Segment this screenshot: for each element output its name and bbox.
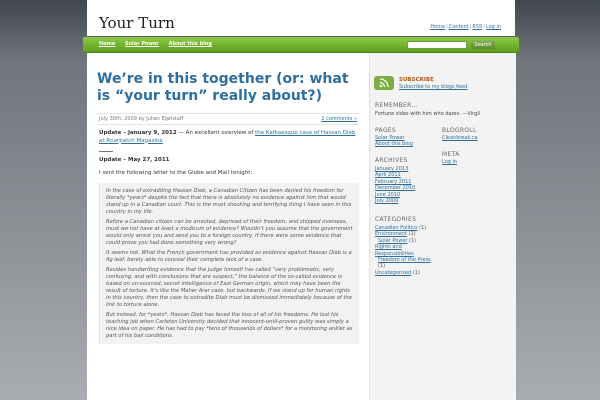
- header: [87, 0, 515, 36]
- post-date: July 30th, 2009 by Julian Egelstaff: [99, 116, 184, 122]
- remember-title: REMEMBER...: [375, 102, 418, 109]
- category-link[interactable]: Freedom of the Press: [378, 257, 431, 264]
- post-intro: I sent the following letter to the Globe and Mail tonight:: [99, 169, 253, 176]
- subscribe-link[interactable]: Subscribe to my blogs feed: [399, 84, 468, 90]
- list-item: [442, 135, 478, 141]
- category-link[interactable]: Canadian Politics: [375, 225, 418, 231]
- list-item: [375, 270, 435, 276]
- top-link-rss[interactable]: RSS: [472, 24, 483, 30]
- category-link[interactable]: Solar Power: [378, 237, 408, 244]
- archives-list: [375, 166, 415, 204]
- meta-list: [442, 159, 457, 165]
- quote-paragraph: Before a Canadian citizen can be arrested, deprived of their freedom, and shipped overseas, must we not have at least a modicum of evidence? Wouldn’t you assume that the government would only arrest you and send you to a foreign country, if there were some evidence that could prove you had done something very wrong?: [106, 219, 353, 246]
- update-may: [99, 157, 359, 165]
- list-item: [375, 244, 435, 257]
- search-button[interactable]: Search: [471, 40, 495, 49]
- top-link-login[interactable]: Log in: [485, 24, 501, 30]
- category-count: (1): [409, 237, 417, 244]
- update-label: Update – January 9, 2012: [99, 130, 177, 136]
- categories-title: CATEGORIES: [375, 216, 417, 223]
- site-title[interactable]: Your Turn: [99, 14, 175, 32]
- categories-list: [375, 225, 435, 276]
- rss-icon[interactable]: [374, 76, 394, 90]
- pages-title: PAGES: [375, 127, 396, 134]
- meta-title: META: [442, 151, 460, 158]
- blogroll-link[interactable]: Cleanbreak.ca: [442, 135, 478, 141]
- top-link-content[interactable]: Content: [448, 24, 469, 30]
- subscribe-title: SUBSCRIBE: [399, 77, 434, 83]
- nav-bar: [83, 37, 519, 53]
- separator: |: [446, 24, 448, 30]
- main-column: [97, 71, 359, 344]
- content-area: [87, 53, 515, 400]
- sidebar: [369, 53, 516, 400]
- update-text: — An excellent overview of: [176, 130, 256, 136]
- archive-link[interactable]: February 2011: [375, 178, 412, 185]
- nav-item-solar-power[interactable]: Solar Power: [124, 41, 159, 47]
- quote-paragraph: In the case of extraditing Hassan Diab, a Canadian Citizen has been denied his freedom for literally *years* despite the fact that there is absolutely no evidence against him that would stand up in a Canadian court. This is the most shocking and terrifying thing I have seen in this country in my life.: [106, 188, 352, 215]
- archive-link[interactable]: January 2013: [375, 166, 409, 172]
- top-link-home[interactable]: Home: [430, 24, 446, 30]
- archive-link[interactable]: April 2011: [375, 172, 401, 179]
- pages-list: [375, 135, 413, 148]
- page-link-solar-power[interactable]: Solar Power: [375, 135, 405, 141]
- category-link[interactable]: Rights and Responsibilities: [375, 244, 414, 257]
- list-item: [442, 159, 457, 165]
- rss-icon-glyph: [379, 78, 389, 88]
- post-title[interactable]: We’re in this together (or: what is “your turn” really about?): [97, 71, 349, 104]
- nav-links: [99, 41, 220, 47]
- update-january: [99, 130, 359, 145]
- quote-paragraph: Besides handwriting evidence that the judge himself has called “very problematic, very confusing, and with conclusions that are suspect,” the balance of the so-called evidence is based on un-sourced, secret intelligence of East German origin, which may have been the result of torture. It’s like the Maher Arar case, but backwards. If we stand up for human rights in this country, then the case to extradite Diab must be dismissed immediately because of the link to torture alone.: [106, 267, 352, 308]
- blockquote: [99, 183, 359, 344]
- archive-link[interactable]: June 2010: [375, 191, 401, 198]
- category-link[interactable]: Environment: [375, 231, 407, 238]
- remember-text: Fortune sides with him who dares. —Virgil: [375, 111, 480, 117]
- category-link[interactable]: Uncategorized: [375, 269, 412, 276]
- divider: [99, 151, 113, 152]
- quote-paragraph: It seems not. What the French government has provided as evidence against Hassan Diab is a fig leaf, barely able to conceal their complete lack of a case.: [106, 250, 352, 263]
- list-item: [375, 198, 415, 204]
- archive-link[interactable]: July 2009: [375, 198, 399, 205]
- top-links: [430, 24, 501, 30]
- separator: |: [483, 24, 485, 30]
- category-count: (1): [408, 231, 416, 238]
- page-link-about[interactable]: About this blog: [375, 141, 413, 148]
- nav-item-about[interactable]: About this blog: [168, 41, 212, 47]
- quote-paragraph: But instead, for *years*, Hassan Diab has faced the loss of all of his freedoms. He lost his teaching job when Carleton University decided that innocent-until-proven guilty was simply a nice idea on paper. He has had to pay *tens of thousands of dollars* for a monitoring anklet as part of his bail conditions.: [106, 312, 353, 339]
- category-count: (1): [419, 225, 427, 231]
- category-count: (1): [378, 263, 386, 270]
- overview-link[interactable]: the Kafkaesque case of Hassan Diab at Rnarpatch Magazine: [99, 130, 356, 144]
- search-input[interactable]: [407, 41, 467, 49]
- archive-link[interactable]: December 2010: [375, 185, 416, 192]
- archives-title: ARCHIVES: [375, 157, 408, 164]
- separator: |: [469, 24, 472, 30]
- category-count: (1): [412, 269, 420, 276]
- blogroll-title: BLOGROLL: [442, 127, 477, 134]
- blogroll-list: [442, 135, 478, 141]
- comments-link[interactable]: 2 comments »: [321, 116, 357, 122]
- nav-item-home[interactable]: Home: [99, 41, 116, 47]
- login-link[interactable]: Log in: [442, 159, 458, 165]
- list-item: [375, 141, 413, 147]
- post-meta: [97, 113, 359, 125]
- update-label: Update – May 27, 2011: [99, 157, 170, 163]
- page: [87, 0, 515, 400]
